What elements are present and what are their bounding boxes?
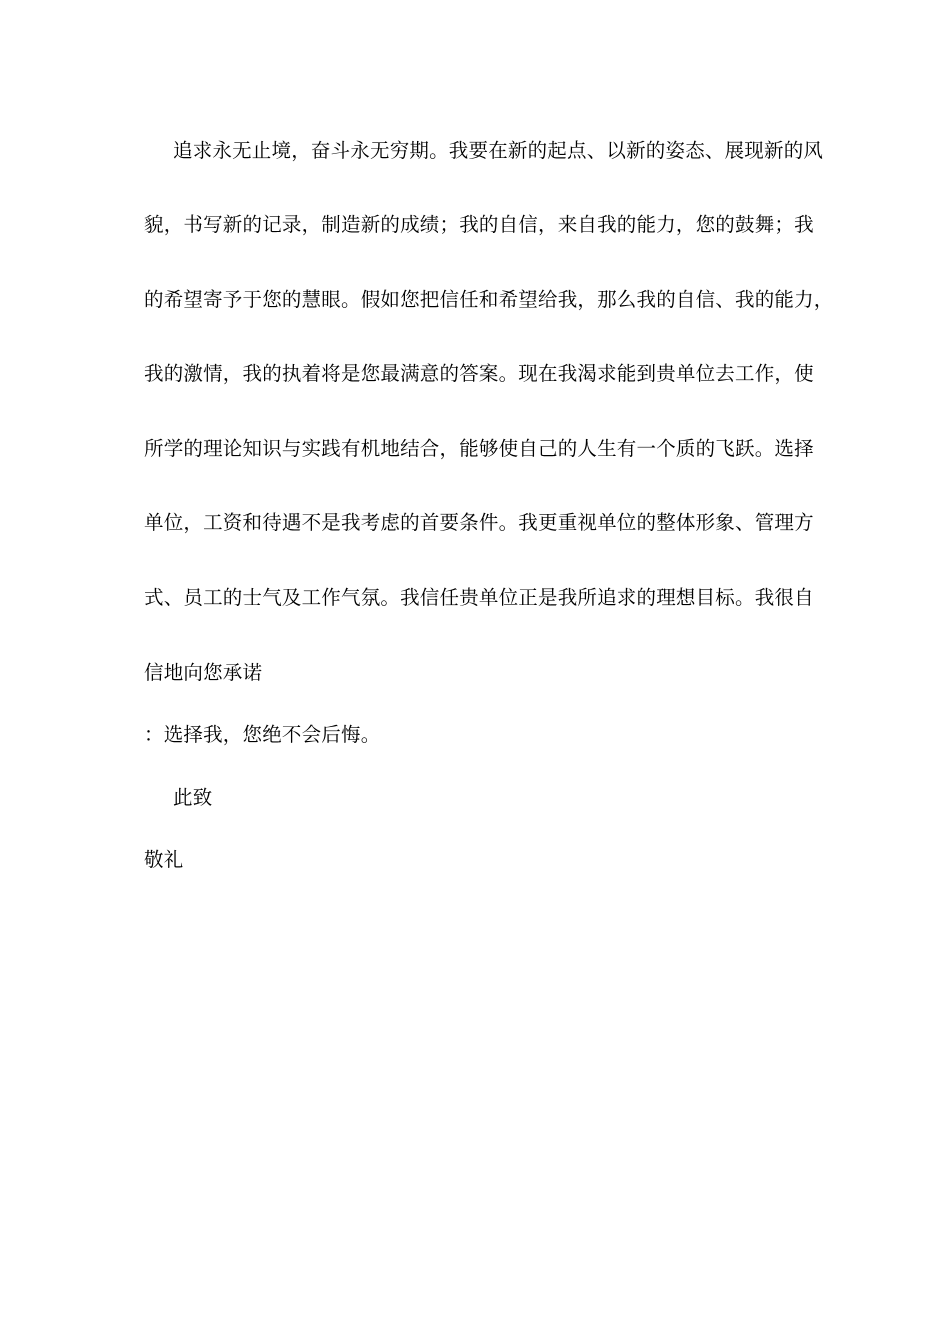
paragraph-line-2: 貌，书写新的记录，制造新的成绩；我的自信，来自我的能力，您的鼓舞；我 [144,213,814,236]
paragraph-line-4: 我的激情，我的执着将是您最满意的答案。现在我渴求能到贵单位去工作，使 [144,362,814,385]
paragraph-line-5: 所学的理论知识与实践有机地结合，能够使自己的人生有一个质的飞跃。选择 [144,437,814,460]
paragraph-line-3: 的希望寄予于您的慧眼。假如您把信任和希望给我，那么我的自信、我的能力， [144,288,834,311]
paragraph-line-9: ：选择我，您绝不会后悔。 [144,723,381,746]
closing-text: 此致 [173,786,213,809]
paragraph-line-1: 追求永无止境，奋斗永无穷期。我要在新的起点、以新的姿态、展现新的风 [173,139,824,162]
salutation-text: 敬礼 [144,848,184,871]
paragraph-line-8: 信地向您承诺 [144,661,263,684]
paragraph-line-6: 单位，工资和待遇不是我考虑的首要条件。我更重视单位的整体形象、管理方 [144,511,814,534]
paragraph-line-7: 式、员工的士气及工作气氛。我信任贵单位正是我所追求的理想目标。我很自 [144,586,814,609]
